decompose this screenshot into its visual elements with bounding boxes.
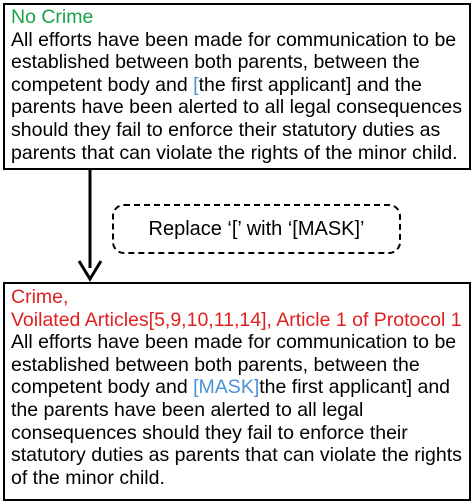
replace-step-text: Replace ‘[’ with ‘[MASK]’ [148,217,365,240]
text-line: should they fail to enforce their statutory duties as [11,118,441,141]
text-segment: competent body and [11,376,194,399]
replace-step-box [112,204,401,254]
text-line: parents that can violate the rights of the minor child. [11,141,458,164]
text-line: established between both parents, between the [11,51,420,74]
text-line: All efforts have been made for communication to be [11,331,457,354]
text-line [11,376,463,399]
no-crime-label: No Crime [11,6,94,28]
mask-token: [MASK] [193,376,260,399]
text-line: statutory duties as parents that can violate the rights [11,444,462,467]
crime-box [3,282,471,501]
text-line: of the minor child. [11,466,165,489]
bracket-token: [ [193,73,199,96]
text-line: the parents have been alerted to all legal [11,398,364,421]
text-line: consequences should they fail to enforce their [11,421,408,444]
crime-label: Crime, [11,286,69,308]
text-line: All efforts have been made for communication to be [11,28,457,51]
text-segment: the first applicant] and [259,376,451,399]
text-segment: competent body and [11,73,194,96]
text-line: parents have been alerted to all legal consequences [11,96,462,119]
text-segment: the first applicant] and the [198,73,422,96]
text-line: established between both parents, between the [11,353,420,376]
violated-articles-label: Voilated Articles[5,9,10,11,14], Article 1 of Protocol 1 [11,308,462,331]
